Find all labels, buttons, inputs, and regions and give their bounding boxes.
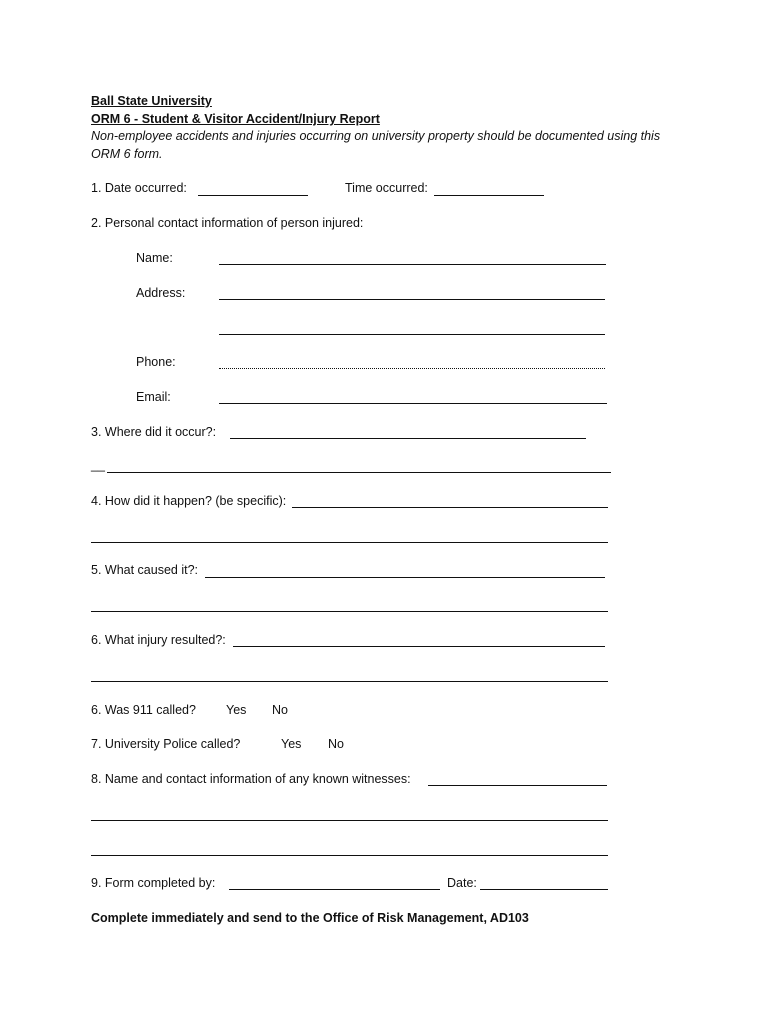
injury-resulted-field-line2[interactable] — [91, 681, 608, 682]
witnesses-field[interactable] — [428, 785, 607, 786]
police-no-option[interactable]: No — [328, 737, 344, 751]
witnesses-field-line2[interactable] — [91, 820, 608, 821]
completed-by-field[interactable] — [229, 889, 440, 890]
witnesses-label: 8. Name and contact information of any known witnesses: — [91, 772, 411, 786]
name-field[interactable] — [219, 264, 606, 265]
911-called-label: 6. Was 911 called? — [91, 703, 196, 717]
how-happen-field-line2[interactable] — [91, 542, 608, 543]
witnesses-field-line3[interactable] — [91, 855, 608, 856]
date-occurred-field[interactable] — [198, 195, 308, 196]
what-caused-label: 5. What caused it?: — [91, 563, 199, 577]
form-note-line1: Non-employee accidents and injuries occurring on university property should be documented using this — [91, 129, 661, 143]
how-happen-label: 4. How did it happen? (be specific): — [91, 494, 287, 508]
submission-instruction: Complete immediately and send to the Office of Risk Management, AD103 — [91, 911, 529, 925]
email-field[interactable] — [219, 403, 607, 404]
address-label: Address: — [136, 286, 186, 300]
date-occurred-label: 1. Date occurred: — [91, 181, 187, 195]
injury-resulted-field[interactable] — [233, 646, 605, 647]
time-occurred-field[interactable] — [434, 195, 544, 196]
911-no-option[interactable]: No — [272, 703, 288, 717]
what-caused-field-line2[interactable] — [91, 611, 608, 612]
where-occur-field-line2[interactable] — [107, 472, 611, 473]
form-note-line2: ORM 6 form. — [91, 147, 163, 161]
phone-label: Phone: — [136, 355, 176, 369]
contact-info-label: 2. Personal contact information of person injured: — [91, 216, 364, 230]
where-occur-field[interactable] — [230, 438, 586, 439]
911-yes-option[interactable]: Yes — [226, 703, 247, 717]
completed-date-label: Date: — [447, 876, 477, 890]
completed-by-label: 9. Form completed by: — [91, 876, 216, 890]
how-happen-field[interactable] — [292, 507, 608, 508]
where-occur-prefix: __ — [91, 458, 105, 472]
address-field-line2[interactable] — [219, 334, 605, 335]
time-occurred-label: Time occurred: — [345, 181, 428, 195]
address-field-line1[interactable] — [219, 299, 605, 300]
name-label: Name: — [136, 251, 173, 265]
completed-date-field[interactable] — [480, 889, 608, 890]
form-title: ORM 6 - Student & Visitor Accident/Injury Report — [91, 112, 380, 126]
email-label: Email: — [136, 390, 171, 404]
where-occur-label: 3. Where did it occur?: — [91, 425, 217, 439]
university-name: Ball State University — [91, 94, 212, 108]
what-caused-field[interactable] — [205, 577, 605, 578]
injury-resulted-label: 6. What injury resulted?: — [91, 633, 226, 647]
phone-field[interactable] — [219, 368, 605, 369]
police-called-label: 7. University Police called? — [91, 737, 241, 751]
police-yes-option[interactable]: Yes — [281, 737, 302, 751]
